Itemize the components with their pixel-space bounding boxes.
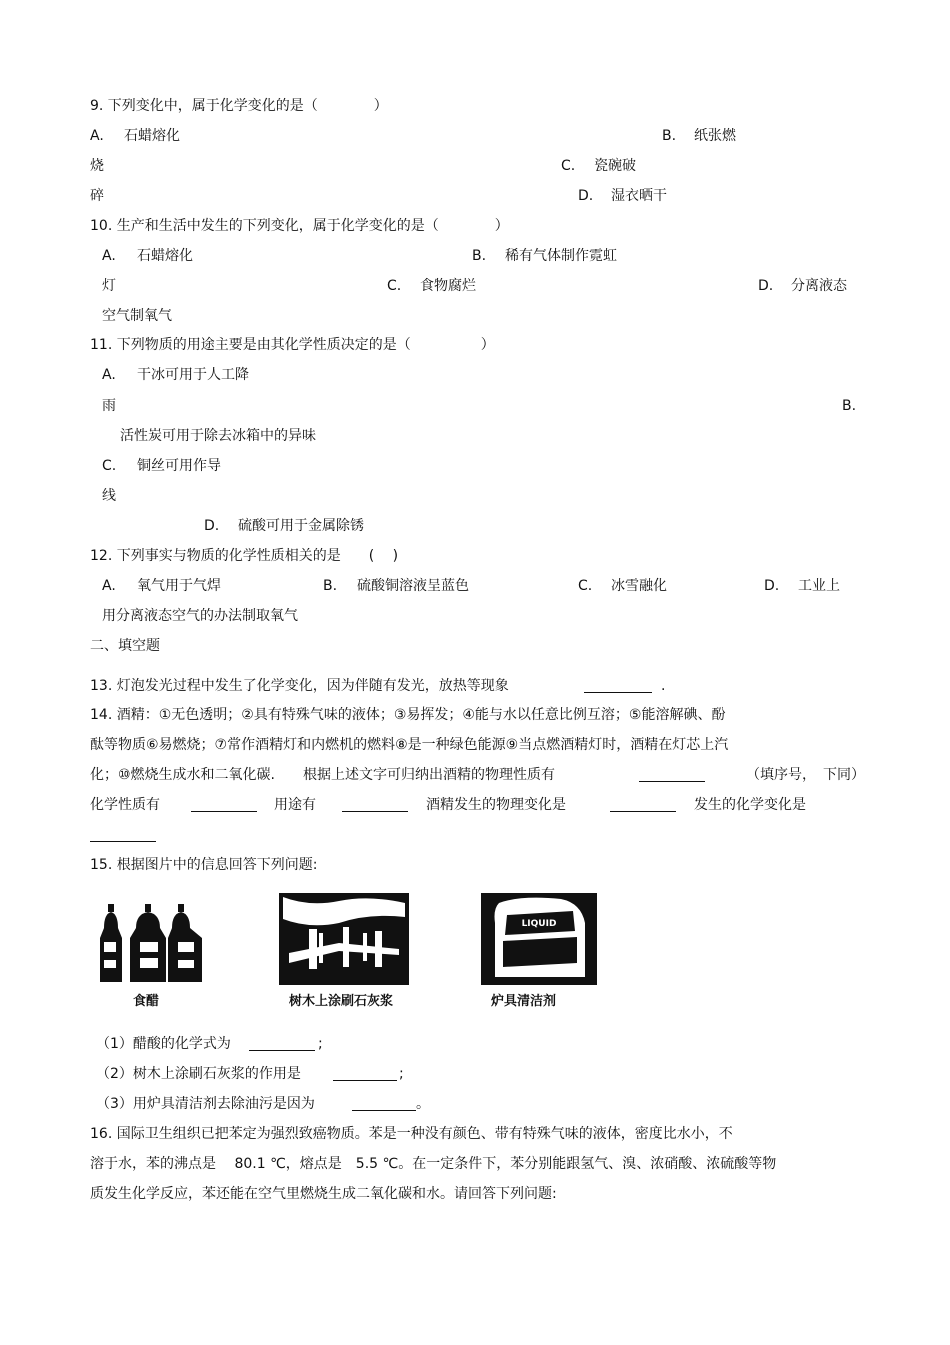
q10-option-a-letter: A. [102, 248, 116, 264]
q12-option-a-letter: A. [102, 578, 116, 594]
q12-option-b-letter: B. [323, 578, 338, 594]
tree-lime-image [279, 893, 409, 985]
q9-option-b: 纸张燃 [694, 128, 736, 144]
stove-cleaner-image [481, 893, 597, 985]
q14-line-1: 14. 酒精：①无色透明；②具有特殊气味的液体；③易挥发；④能与水以任意比例互溶；⑤能溶解碘、酚 [90, 707, 726, 723]
q14-chemical-change-blank[interactable] [90, 829, 156, 842]
q14-chemical-blank[interactable] [191, 799, 257, 812]
q15-sub-2: （2）树木上涂刷石灰浆的作用是 [96, 1066, 301, 1082]
q14-use-label: 用途有 [274, 797, 316, 813]
vinegar-bottles-image [98, 898, 206, 988]
q14-physical-change-label: 酒精发生的物理变化是 [426, 797, 566, 813]
q15-sub-3-end: 。 [416, 1096, 430, 1112]
q10-option-b-cont: 灯 [102, 278, 116, 294]
q10-option-b-letter: B. [472, 248, 487, 264]
q10-option-b: 稀有气体制作霓虹 [505, 248, 617, 264]
q16-line-3: 质发生化学反应，苯还能在空气里燃烧生成二氧化碳和水。请回答下列问题: [90, 1186, 557, 1202]
q12-option-d: 工业上 [798, 578, 840, 594]
q11-option-a: 干冰可用于人工降 [137, 367, 249, 383]
q9-option-d: 湿衣晒干 [611, 188, 667, 204]
q11-option-a-cont: 雨 [102, 398, 116, 414]
q11-option-d-letter: D. [204, 518, 220, 534]
q11-option-b: 活性炭可用于除去冰箱中的异味 [120, 428, 316, 444]
q9-stem: 9. 下列变化中，属于化学变化的是（ ） [90, 98, 388, 114]
q12-option-a: 氧气用于气焊 [137, 578, 221, 594]
q16-line-2: 溶于水，苯的沸点是 80.1 ℃，熔点是 5.5 ℃。在一定条件下，苯分别能跟氢气、溴、浓硝酸、浓硫酸等物 [90, 1156, 777, 1172]
q11-option-c-letter: C. [102, 458, 117, 474]
q10-option-d-letter: D. [758, 278, 774, 294]
caption-vinegar: 食醋 [133, 994, 160, 1009]
q9-option-b-letter: B. [662, 128, 677, 144]
q11-option-d: 硫酸可用于金属除锈 [238, 518, 364, 534]
caption-tree-lime: 树木上涂刷石灰浆 [289, 994, 394, 1009]
q11-option-a-letter: A. [102, 367, 116, 383]
q13-end: . [661, 678, 666, 694]
q9-option-a-letter: A. [90, 128, 104, 144]
q13-text: 13. 灯泡发光过程中发生了化学变化，因为伴随有发光，放热等现象 [90, 678, 509, 694]
q15-stem: 15. 根据图片中的信息回答下列问题: [90, 857, 318, 873]
q14-line-3: 化；⑩燃烧生成水和二氧化碳. 根据上述文字可归纳出酒精的物理性质有 [90, 767, 555, 783]
q14-chemical-label: 化学性质有 [90, 797, 160, 813]
q10-option-c-letter: C. [387, 278, 402, 294]
q16-line-1: 16. 国际卫生组织已把苯定为强烈致癌物质。苯是一种没有颜色、带有特殊气味的液体，密度比水小，不 [90, 1126, 733, 1142]
q11-stem: 11. 下列物质的用途主要是由其化学性质决定的是（ ） [90, 337, 495, 353]
q10-option-d: 分离液态 [791, 278, 847, 294]
cleaner-label-text: LIQUID [521, 919, 557, 929]
q10-option-a: 石蜡熔化 [137, 248, 193, 264]
q15-sub-1-end: ; [318, 1036, 323, 1052]
section-heading: 二、填空题 [90, 638, 160, 654]
q9-option-c-cont: 碎 [90, 188, 104, 204]
q15-sub-3: （3）用炉具清洁剂去除油污是因为 [96, 1096, 315, 1112]
q13-answer-blank[interactable] [584, 680, 652, 693]
q14-physical-blank[interactable] [639, 769, 705, 782]
q12-option-d-cont: 用分离液态空气的办法制取氧气 [102, 608, 298, 624]
q12-stem: 12. 下列事实与物质的化学性质相关的是 ( ) [90, 548, 399, 564]
q14-chemical-change-label: 发生的化学变化是 [694, 797, 806, 813]
q12-option-d-letter: D. [764, 578, 780, 594]
q10-stem: 10. 生产和生活中发生的下列变化，属于化学变化的是（ ） [90, 218, 509, 234]
q11-option-c: 铜丝可用作导 [137, 458, 221, 474]
q9-option-a: 石蜡熔化 [124, 128, 180, 144]
q15-sub-3-blank[interactable] [352, 1098, 416, 1111]
q9-option-d-letter: D. [578, 188, 594, 204]
q11-option-b-letter: B. [842, 398, 857, 414]
q14-line-2: 酞等物质⑥易燃烧；⑦常作酒精灯和内燃机的燃料⑧是一种绿色能源⑨当点燃酒精灯时，酒精在灯芯上汽 [90, 737, 729, 753]
q9-option-b-cont: 烧 [90, 158, 104, 174]
q12-option-c: 冰雪融化 [611, 578, 667, 594]
q10-option-c: 食物腐烂 [420, 278, 476, 294]
q11-option-c-cont: 线 [102, 488, 116, 504]
q14-use-blank[interactable] [342, 799, 408, 812]
q12-option-b: 硫酸铜溶液呈蓝色 [357, 578, 469, 594]
q9-option-c-letter: C. [561, 158, 576, 174]
caption-stove-cleaner: 炉具清洁剂 [491, 994, 557, 1009]
q14-physical-change-blank[interactable] [610, 799, 676, 812]
q15-sub-2-end: ; [399, 1066, 404, 1082]
q10-option-d-cont: 空气制氧气 [102, 308, 172, 324]
q15-sub-2-blank[interactable] [333, 1068, 397, 1081]
q15-sub-1: （1）醋酸的化学式为 [96, 1036, 231, 1052]
q9-option-c: 瓷碗破 [594, 158, 636, 174]
q15-sub-1-blank[interactable] [249, 1038, 315, 1051]
q14-line-3-end: （填序号， 下同） [746, 767, 865, 783]
q12-option-c-letter: C. [578, 578, 593, 594]
